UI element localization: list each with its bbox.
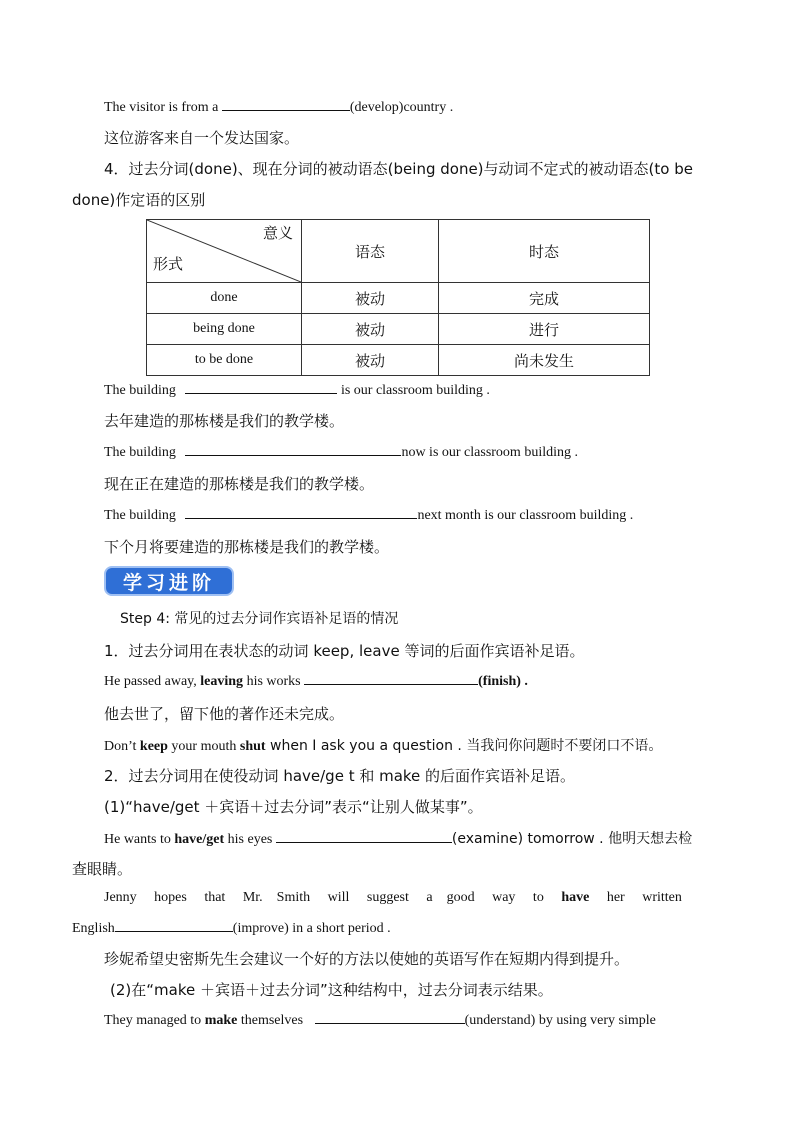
rule-1: 1．过去分词用在表状态的动词 keep, leave 等词的后面作宾语补足语。 <box>104 642 585 660</box>
tense-cell: 尚未发生 <box>439 345 650 376</box>
form-cell: done <box>147 283 302 314</box>
section-banner: 学习进阶 <box>104 566 234 596</box>
sentence-text: your mouth <box>167 739 240 754</box>
example-improve-cont <box>72 919 391 937</box>
sentence-text: The visitor is from a <box>104 100 219 115</box>
sentence-text: He passed away, <box>104 674 201 689</box>
answer-blank[interactable] <box>315 1011 465 1024</box>
comparison-table <box>146 219 650 376</box>
sentence-text: his eyes <box>224 832 273 847</box>
rule-2: 2．过去分词用在使役动词 have/ge t 和 make 的后面作宾语补足语。 <box>104 767 576 785</box>
translation: 他去世了，留下他的著作还未完成。 <box>104 705 345 723</box>
rule-2-1: (1)“have/get ＋宾语＋过去分词”表示“让别人做某事”。 <box>104 798 483 816</box>
column-header-tense: 时态 <box>439 220 650 283</box>
translation: 这位游客来自一个发达国家。 <box>104 129 300 147</box>
answer-blank[interactable] <box>115 919 233 932</box>
sentence-text: (examine) tomorrow . 他明天想去检 <box>451 831 693 847</box>
sentence-text: (improve) in a short period . <box>232 921 391 936</box>
section-heading-4-cont: done)作定语的区别 <box>72 191 206 209</box>
voice-cell: 被动 <box>302 345 439 376</box>
sentence-text: now is our classroom building . <box>401 445 578 460</box>
rule-2-2: (2)在“make ＋宾语＋过去分词”这种结构中，过去分词表示结果。 <box>110 981 553 999</box>
answer-blank[interactable] <box>222 98 350 111</box>
sentence-text: next month is our classroom building . <box>417 508 634 523</box>
example-building-2 <box>104 443 578 461</box>
table-corner-cell <box>147 220 302 283</box>
keyword: (finish) . <box>478 674 528 689</box>
form-cell: being done <box>147 314 302 345</box>
example-building-3 <box>104 506 633 524</box>
example-understand <box>104 1011 656 1029</box>
table-row <box>147 314 650 345</box>
corner-label-form: 形式 <box>153 255 184 273</box>
keyword: have/get <box>174 832 225 847</box>
sentence-text: The building <box>104 383 176 398</box>
column-header-voice: 语态 <box>302 220 439 283</box>
sentence-text: English <box>72 921 115 936</box>
table-row <box>147 283 650 314</box>
translation: 下个月将要建造的那栋楼是我们的教学楼。 <box>104 538 390 556</box>
sentence-text: Don’t <box>104 739 140 754</box>
translation: 去年建造的那栋楼是我们的教学楼。 <box>104 412 345 430</box>
answer-blank[interactable] <box>185 443 401 456</box>
answer-blank[interactable] <box>185 506 417 519</box>
corner-label-meaning: 意义 <box>262 224 293 242</box>
sentence-text: They managed to <box>104 1013 205 1028</box>
sentence-text: The building <box>104 445 176 460</box>
sentence-text: her written <box>589 890 682 905</box>
keyword: keep <box>139 739 168 754</box>
table-row <box>147 345 650 376</box>
step4-title: Step 4: 常见的过去分词作宾语补足语的情况 <box>120 611 399 627</box>
keyword: leaving <box>200 674 244 689</box>
sentence-text: themselves <box>237 1013 304 1028</box>
example-develop <box>104 98 453 116</box>
tense-cell: 进行 <box>439 314 650 345</box>
form-cell: to be done <box>147 345 302 376</box>
answer-blank[interactable] <box>185 381 337 394</box>
sentence-text: when I ask you a question . 当我问你问题时不要闭口不语。 <box>265 738 663 754</box>
example-examine-cont: 查眼睛。 <box>72 860 133 878</box>
section-heading-4: 4．过去分词(done)、现在分词的被动语态(being done)与动词不定式的被动语态(to be <box>104 160 693 178</box>
translation: 现在正在建造的那栋楼是我们的教学楼。 <box>104 475 375 493</box>
answer-blank[interactable] <box>304 672 478 685</box>
example-examine <box>104 828 692 848</box>
sentence-text: The building <box>104 508 176 523</box>
answer-blank[interactable] <box>276 830 452 843</box>
sentence-text: his works <box>243 674 301 689</box>
sentence-text: (understand) by using very simple <box>464 1013 656 1028</box>
keyword: shut <box>239 739 266 754</box>
example-improve <box>104 890 682 906</box>
keyword: make <box>204 1013 238 1028</box>
sentence-text: Jenny hopes that Mr. Smith will suggest a good way to <box>104 890 562 905</box>
translation: 珍妮希望史密斯先生会建议一个好的方法以使她的英语写作在短期内得到提升。 <box>104 950 630 968</box>
example-finish <box>104 672 528 690</box>
sentence-text: is our classroom building . <box>340 383 490 398</box>
voice-cell: 被动 <box>302 314 439 345</box>
tense-cell: 完成 <box>439 283 650 314</box>
sentence-text: (develop)country . <box>349 100 454 115</box>
example-building-1 <box>104 381 490 399</box>
keyword: have <box>561 890 590 905</box>
sentence-text: He wants to <box>104 832 175 847</box>
example-keep <box>104 735 662 755</box>
voice-cell: 被动 <box>302 283 439 314</box>
